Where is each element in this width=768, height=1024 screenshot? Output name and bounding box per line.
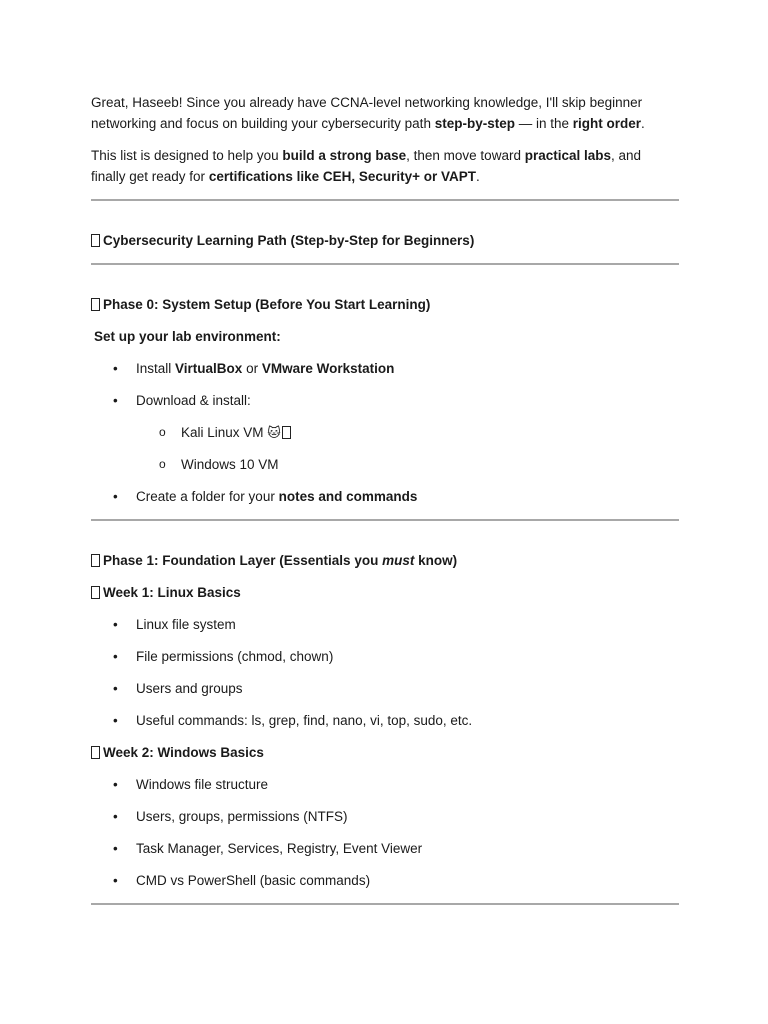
- list-item: [91, 390, 679, 475]
- intro-bold-strong-base: build a strong base: [282, 148, 407, 163]
- missing-glyph-icon: [91, 554, 100, 567]
- bullet-icon: •: [113, 873, 118, 888]
- bullet-icon: •: [113, 617, 118, 632]
- list-item: [91, 710, 679, 731]
- notes-and-commands-text: notes and commands: [278, 489, 418, 504]
- bullet-icon: •: [113, 489, 118, 504]
- sublist-item: [136, 422, 679, 443]
- title-text: Cybersecurity Learning Path (Step-by-Step for Beginners): [103, 233, 475, 248]
- list-item: [91, 678, 679, 699]
- intro-bold-step-by-step: step-by-step: [434, 116, 515, 131]
- item-text: or: [242, 361, 262, 376]
- intro-text: This list is designed to help you: [91, 148, 283, 163]
- phase-1-heading-text: know): [414, 553, 458, 568]
- intro-text: Great, Haseeb! Since you already have CCNA-level networking knowledge, I'll skip beginner networking and focus on building your cybersecurity path: [91, 95, 643, 131]
- week-1-list: [91, 614, 679, 731]
- bullet-icon: •: [113, 649, 118, 664]
- item-text: Download & install:: [136, 393, 251, 408]
- intro-text: , then move toward: [406, 148, 525, 163]
- bullet-icon: •: [113, 361, 118, 376]
- sub-bullet-icon: o: [159, 425, 166, 439]
- intro-paragraph-2: [91, 145, 679, 187]
- list-item: [91, 358, 679, 379]
- item-text: Create a folder for your: [136, 489, 279, 504]
- week-1-heading: [91, 582, 679, 603]
- document-title: [91, 230, 679, 251]
- phase-0-list: [91, 358, 679, 507]
- bullet-icon: •: [113, 393, 118, 408]
- item-text: Windows 10 VM: [181, 457, 279, 472]
- document-page: [91, 92, 679, 905]
- phase-0-heading-text: Phase 0: System Setup (Before You Start Learning): [103, 297, 431, 312]
- list-item: [91, 838, 679, 859]
- item-text: Users and groups: [136, 681, 243, 696]
- list-item: [91, 774, 679, 795]
- missing-glyph-icon: [91, 586, 100, 599]
- week-2-heading: [91, 742, 679, 763]
- missing-glyph-icon: [91, 746, 100, 759]
- vmware-text: VMware Workstation: [261, 361, 395, 376]
- missing-glyph-icon: [91, 234, 100, 247]
- week-2-heading-text: Week 2: Windows Basics: [103, 745, 264, 760]
- list-item: [91, 646, 679, 667]
- item-text: Kali Linux VM: [181, 425, 268, 440]
- phase-0-subheading: Set up your lab environment:: [94, 329, 281, 344]
- item-text: File permissions (chmod, chown): [136, 649, 334, 664]
- phase-1-heading-text: Phase 1: Foundation Layer (Essentials you: [103, 553, 383, 568]
- item-text: Linux file system: [136, 617, 236, 632]
- list-item: [91, 870, 679, 891]
- intro-text: .: [641, 116, 645, 131]
- phase-1-heading: [91, 550, 679, 571]
- intro-text: — in the: [514, 116, 573, 131]
- intro-bold-practical-labs: practical labs: [524, 148, 611, 163]
- intro-text: , and finally get ready for: [91, 148, 642, 184]
- week-1-heading-text: Week 1: Linux Basics: [103, 585, 241, 600]
- item-text: Task Manager, Services, Registry, Event Viewer: [136, 841, 423, 856]
- list-item: [91, 486, 679, 507]
- intro-paragraph-1: [91, 92, 679, 134]
- bullet-icon: •: [113, 841, 118, 856]
- list-item: [91, 806, 679, 827]
- bullet-icon: •: [113, 713, 118, 728]
- download-sublist: [136, 422, 679, 475]
- missing-glyph-icon: [91, 298, 100, 311]
- horizontal-rule: [91, 903, 679, 905]
- intro-bold-right-order: right order: [572, 116, 642, 131]
- item-text: CMD vs PowerShell (basic commands): [136, 873, 371, 888]
- bullet-icon: •: [113, 777, 118, 792]
- sub-bullet-icon: o: [159, 457, 166, 471]
- item-text: Install: [136, 361, 176, 376]
- cat-icon: 🐱: [267, 425, 281, 440]
- phase-1-heading-emphasis: must: [382, 553, 415, 568]
- item-text: Useful commands: ls, grep, find, nano, vi, top, sudo, etc.: [136, 713, 473, 728]
- missing-glyph-icon: [282, 426, 291, 439]
- list-item: [91, 614, 679, 635]
- sublist-item: [136, 454, 679, 475]
- week-2-list: [91, 774, 679, 891]
- virtualbox-text: VirtualBox: [175, 361, 243, 376]
- item-text: Windows file structure: [136, 777, 269, 792]
- intro-bold-certifications: certifications like CEH, Security+ or VAPT: [208, 169, 477, 184]
- bullet-icon: •: [113, 809, 118, 824]
- phase-0-heading: [91, 294, 679, 315]
- intro-text: .: [476, 169, 480, 184]
- bullet-icon: •: [113, 681, 118, 696]
- item-text: Users, groups, permissions (NTFS): [136, 809, 348, 824]
